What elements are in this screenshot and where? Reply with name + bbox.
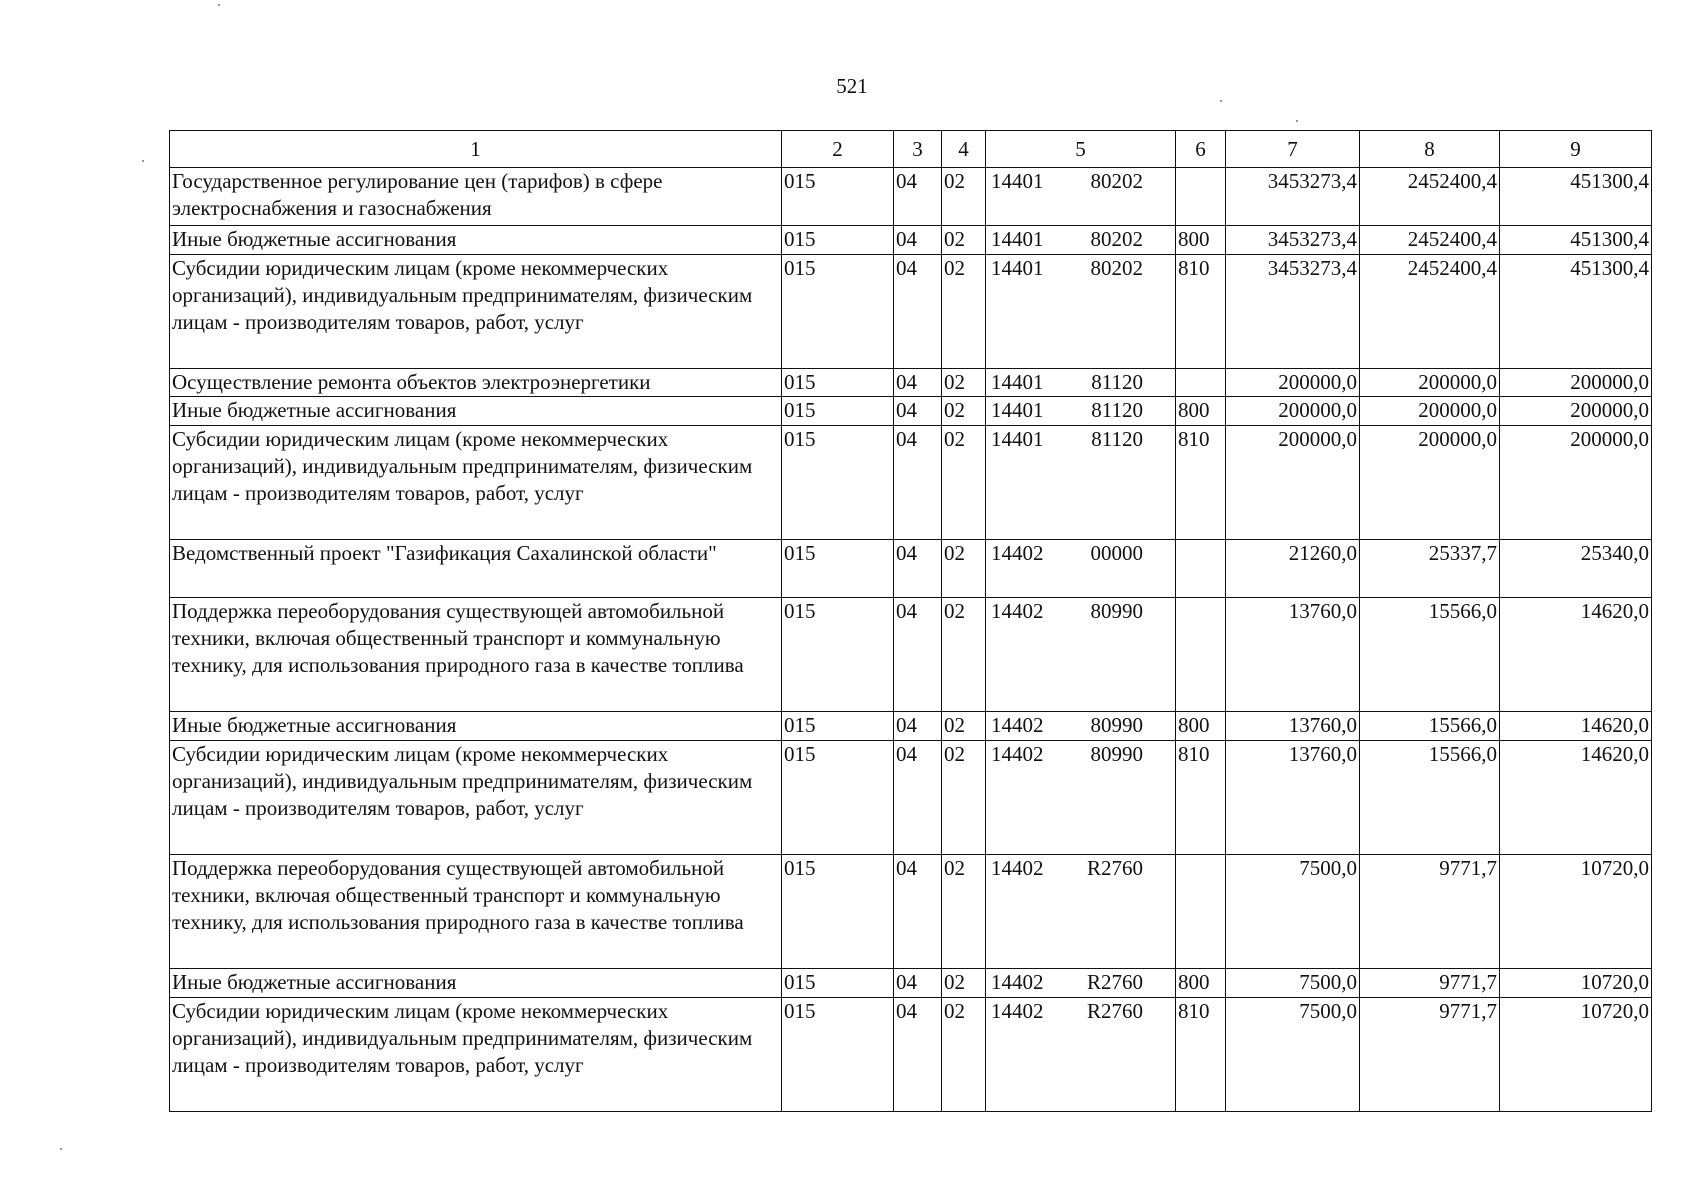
table-body [170,168,1652,1112]
row-name: Субсидии юридическим лицам (кроме некоммерческих организаций), индивидуальным предпринимателям, физическим лицам - производителям товаров, работ, услуг [170,741,782,855]
code-target-article [986,226,1176,255]
scan-speck [1220,100,1222,102]
amount-col-9: 200000,0 [1500,397,1652,426]
code-subsection: 02 [942,969,986,998]
table-row [170,426,1652,540]
scan-speck [60,1148,62,1150]
code-expense-type: 800 [1176,969,1226,998]
amount-col-9: 200000,0 [1500,369,1652,397]
col-header-2: 2 [782,131,894,168]
budget-table [169,130,1652,1112]
code-expense-type [1176,168,1226,226]
code-program: 14402 [991,599,1044,623]
col-header-4: 4 [942,131,986,168]
code-direction: 80990 [1090,599,1143,623]
amount-col-9: 451300,4 [1500,226,1652,255]
code-section: 04 [894,426,942,540]
code-expense-type [1176,855,1226,969]
amount-col-7: 13760,0 [1226,598,1360,712]
code-target-article [986,741,1176,855]
amount-col-9: 10720,0 [1500,969,1652,998]
code-target-article [986,369,1176,397]
amount-col-7: 13760,0 [1226,712,1360,741]
code-section: 04 [894,369,942,397]
code-direction: R2760 [1086,970,1143,994]
col-header-7: 7 [1226,131,1360,168]
code-section: 04 [894,540,942,598]
table-row [170,397,1652,426]
code-program: 14401 [991,169,1044,193]
amount-col-8: 9771,7 [1360,998,1500,1112]
amount-col-9: 25340,0 [1500,540,1652,598]
code-target-article [986,540,1176,598]
col-header-9: 9 [1500,131,1652,168]
code-section: 04 [894,598,942,712]
code-section: 04 [894,741,942,855]
row-name: Субсидии юридическим лицам (кроме некоммерческих организаций), индивидуальным предпринимателям, физическим лицам - производителям товаров, работ, услуг [170,426,782,540]
code-target-article [986,255,1176,369]
code-expense-type [1176,598,1226,712]
code-target-article [986,855,1176,969]
code-target-article [986,969,1176,998]
code-section: 04 [894,168,942,226]
code-subsection: 02 [942,255,986,369]
code-program: 14401 [991,398,1044,422]
code-target-article [986,397,1176,426]
row-name: Поддержка переоборудования существующей автомобильной техники, включая общественный транспорт и коммунальную технику, для использования природного газа в качестве топлива [170,598,782,712]
code-program: 14401 [991,256,1044,280]
code-expense-type: 810 [1176,426,1226,540]
table-row [170,998,1652,1112]
code-subsection: 02 [942,426,986,540]
header-row [170,131,1652,168]
row-name: Поддержка переоборудования существующей автомобильной техники, включая общественный транспорт и коммунальную технику, для использования природного газа в качестве топлива [170,855,782,969]
code-expense-type: 810 [1176,255,1226,369]
code-program: 14402 [991,970,1044,994]
amount-col-8: 25337,7 [1360,540,1500,598]
table-row [170,168,1652,226]
amount-col-8: 15566,0 [1360,741,1500,855]
col-header-6: 6 [1176,131,1226,168]
code-direction: 80202 [1090,169,1143,193]
code-admin: 015 [782,426,894,540]
code-section: 04 [894,855,942,969]
amount-col-8: 2452400,4 [1360,255,1500,369]
code-target-article [986,168,1176,226]
table-row [170,741,1652,855]
code-program: 14402 [991,713,1044,737]
code-expense-type: 810 [1176,998,1226,1112]
row-name: Субсидии юридическим лицам (кроме некоммерческих организаций), индивидуальным предпринимателям, физическим лицам - производителям товаров, работ, услуг [170,255,782,369]
code-direction: 80202 [1090,256,1143,280]
scan-speck [218,4,220,6]
code-admin: 015 [782,255,894,369]
scan-speck [142,160,144,162]
amount-col-9: 14620,0 [1500,712,1652,741]
amount-col-9: 200000,0 [1500,426,1652,540]
code-expense-type: 800 [1176,226,1226,255]
code-admin: 015 [782,397,894,426]
code-admin: 015 [782,540,894,598]
code-direction: 80990 [1090,713,1143,737]
amount-col-8: 200000,0 [1360,397,1500,426]
col-header-8: 8 [1360,131,1500,168]
code-admin: 015 [782,168,894,226]
amount-col-7: 3453273,4 [1226,226,1360,255]
code-section: 04 [894,397,942,426]
code-program: 14402 [991,541,1044,565]
code-admin: 015 [782,741,894,855]
table-row [170,598,1652,712]
amount-col-9: 10720,0 [1500,998,1652,1112]
row-name: Иные бюджетные ассигнования [170,969,782,998]
code-expense-type: 810 [1176,741,1226,855]
code-subsection: 02 [942,540,986,598]
code-subsection: 02 [942,598,986,712]
code-direction: 81120 [1091,427,1143,451]
col-header-1: 1 [170,131,782,168]
code-expense-type [1176,369,1226,397]
scan-speck [1296,120,1298,122]
code-subsection: 02 [942,712,986,741]
amount-col-8: 2452400,4 [1360,226,1500,255]
code-admin: 015 [782,226,894,255]
code-direction: R2760 [1086,856,1143,880]
code-direction: 81120 [1091,370,1143,394]
table-row [170,855,1652,969]
code-program: 14402 [991,742,1044,766]
code-direction: 80990 [1090,742,1143,766]
code-section: 04 [894,969,942,998]
amount-col-8: 9771,7 [1360,855,1500,969]
row-name: Иные бюджетные ассигнования [170,226,782,255]
table-row [170,255,1652,369]
code-program: 14402 [991,999,1044,1023]
code-subsection: 02 [942,998,986,1112]
row-name: Иные бюджетные ассигнования [170,397,782,426]
code-direction: 00000 [1090,541,1143,565]
amount-col-8: 200000,0 [1360,426,1500,540]
code-expense-type: 800 [1176,712,1226,741]
amount-col-7: 13760,0 [1226,741,1360,855]
code-admin: 015 [782,969,894,998]
code-subsection: 02 [942,855,986,969]
row-name: Субсидии юридическим лицам (кроме некоммерческих организаций), индивидуальным предпринимателям, физическим лицам - производителям товаров, работ, услуг [170,998,782,1112]
amount-col-7: 21260,0 [1226,540,1360,598]
row-name: Осуществление ремонта объектов электроэнергетики [170,369,782,397]
code-program: 14402 [991,856,1044,880]
code-expense-type [1176,540,1226,598]
code-target-article [986,426,1176,540]
col-header-3: 3 [894,131,942,168]
code-program: 14401 [991,370,1044,394]
table-row [170,369,1652,397]
code-subsection: 02 [942,226,986,255]
row-name: Государственное регулирование цен (тарифов) в сфере электроснабжения и газоснабжения [170,168,782,226]
code-program: 14401 [991,227,1044,251]
amount-col-9: 10720,0 [1500,855,1652,969]
row-name: Иные бюджетные ассигнования [170,712,782,741]
amount-col-7: 7500,0 [1226,998,1360,1112]
amount-col-9: 14620,0 [1500,741,1652,855]
amount-col-7: 7500,0 [1226,855,1360,969]
amount-col-7: 200000,0 [1226,369,1360,397]
amount-col-9: 14620,0 [1500,598,1652,712]
code-subsection: 02 [942,397,986,426]
table-row [170,226,1652,255]
code-section: 04 [894,712,942,741]
table-row [170,712,1652,741]
code-section: 04 [894,226,942,255]
amount-col-8: 9771,7 [1360,969,1500,998]
amount-col-9: 451300,4 [1500,168,1652,226]
code-section: 04 [894,255,942,369]
amount-col-7: 3453273,4 [1226,255,1360,369]
code-target-article [986,998,1176,1112]
code-subsection: 02 [942,369,986,397]
code-section: 04 [894,998,942,1112]
amount-col-7: 3453273,4 [1226,168,1360,226]
page-number: 521 [836,74,868,98]
amount-col-8: 15566,0 [1360,598,1500,712]
code-target-article [986,712,1176,741]
amount-col-8: 2452400,4 [1360,168,1500,226]
amount-col-7: 7500,0 [1226,969,1360,998]
table-row [170,540,1652,598]
amount-col-9: 451300,4 [1500,255,1652,369]
code-admin: 015 [782,598,894,712]
code-admin: 015 [782,855,894,969]
code-subsection: 02 [942,741,986,855]
code-program: 14401 [991,427,1044,451]
code-admin: 015 [782,369,894,397]
code-direction: 81120 [1091,398,1143,422]
code-target-article [986,598,1176,712]
code-expense-type: 800 [1176,397,1226,426]
table-row [170,969,1652,998]
col-header-5: 5 [986,131,1176,168]
amount-col-8: 200000,0 [1360,369,1500,397]
amount-col-7: 200000,0 [1226,397,1360,426]
code-admin: 015 [782,712,894,741]
row-name: Ведомственный проект "Газификация Сахалинской области" [170,540,782,598]
amount-col-7: 200000,0 [1226,426,1360,540]
code-admin: 015 [782,998,894,1112]
code-direction: 80202 [1090,227,1143,251]
code-direction: R2760 [1086,999,1143,1023]
amount-col-8: 15566,0 [1360,712,1500,741]
code-subsection: 02 [942,168,986,226]
